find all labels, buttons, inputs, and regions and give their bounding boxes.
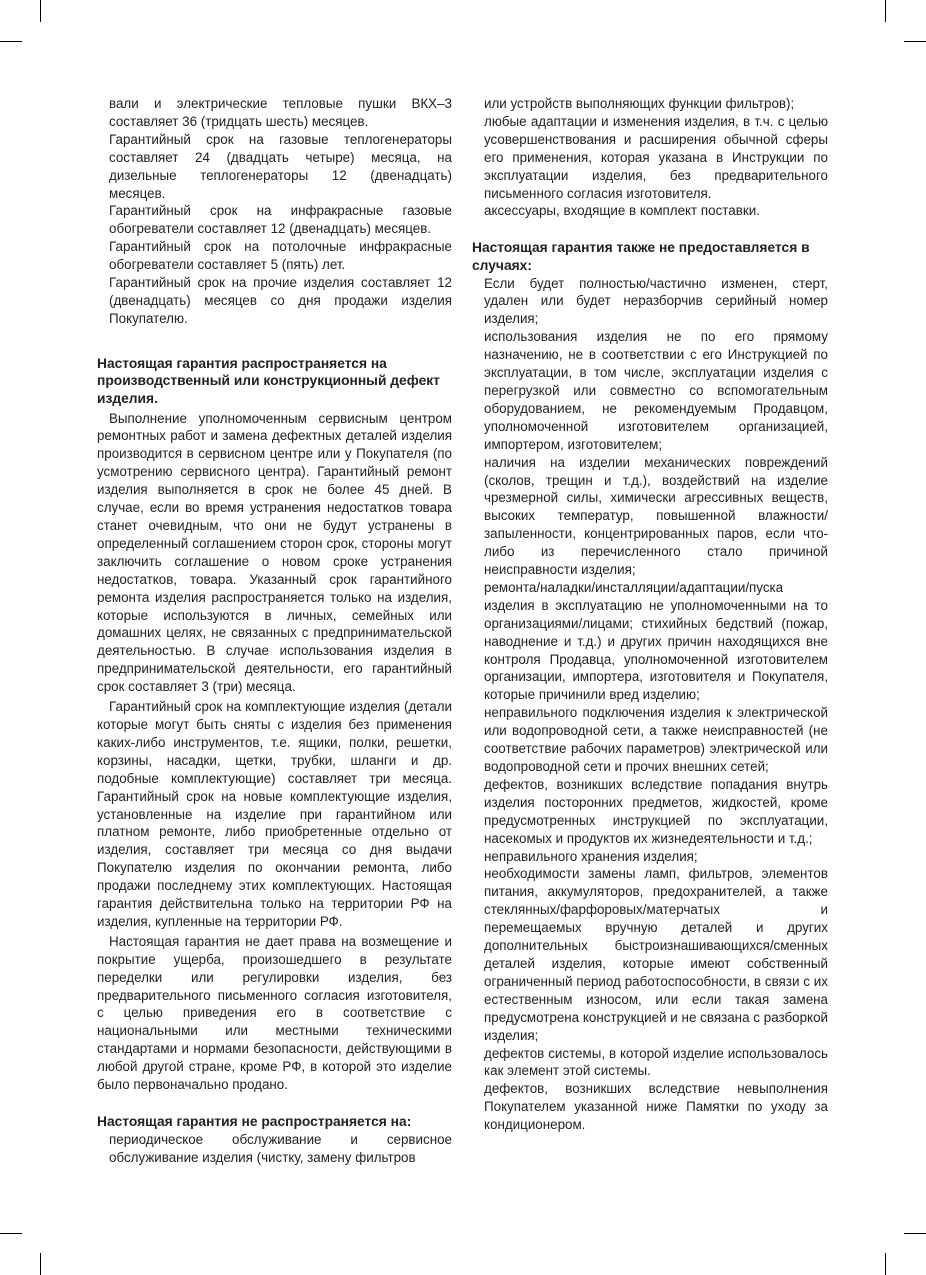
body-paragraph: Настоящая гарантия не дает права на возмещение и покрытие ущерба, произошедшего в результате переделки или регулировки изделия, без предварительного письменного согласия изготовителя, с целью приведения его в соответствие с национальными или местными техническими стандартами и нормами безопасности, действующими в любой другой стране, кроме РФ, в которой это изделие было первоначально продано. <box>97 933 452 1093</box>
body-paragraph: Гарантийный срок на комплектующие изделия (детали которые могут быть сняты с изделия без применения каких-либо инструментов, т.е. ящики, полки, решетки, корзины, насадки, щетки, трубки, шланги и др. подобные комплектующие) составляет три месяца. Гарантийный срок на новые комплектующие изделия, установленные на изделие при гарантийном или платном ремонте, либо приобретенные отдельно от изделия, составляет три месяца со дня выдачи Покупателю изделия по окончании ремонта, либо продажи последнему этих комплектующих. Настоящая гарантия действительна только на территории РФ на изделия, купленные на территории РФ. <box>97 699 452 929</box>
warranty-term-paragraph: Гарантийный срок на инфракрасные газовые обогреватели составляет 12 (двенадцать) месяцев. <box>109 203 452 237</box>
list-item: использования изделия не по его прямому назначению, не в соответствии с его Инструкцией по эксплуатации, в том числе, эксплуатации изделия с перегрузкой или совместно со вспомогательным оборудованием, не рекомендуемым Продавцом, уполномоченной изготовителем организацией, импортером, изготовителем; <box>484 329 828 452</box>
list-item: наличия на изделии механических повреждений (сколов, трещин и т.д.), воздействий на изделие чрезмерной силы, химически агрессивных веществ, высоких температур, повышенной влажности/запыленности, концентрированных паров, если что-либо из перечисленного стало причиной неисправности изделия; <box>484 454 828 578</box>
crop-mark <box>0 1233 22 1234</box>
crop-mark <box>904 41 926 42</box>
section-heading-cases: Настоящая гарантия также не предоставляется в случаях: <box>472 240 810 273</box>
list-item: дефектов, возникших вследствие попадания внутрь изделия посторонних предметов, жидкостей, кроме предусмотренных инструкцией по эксплуатации, насекомых и продуктов их жизнедеятельности и т.д.; <box>484 776 828 846</box>
list-item: периодическое обслуживание и сервисное обслуживание изделия (чистку, замену фильтров <box>109 1131 452 1165</box>
list-item: аксессуары, входящие в комплект поставки. <box>484 203 760 219</box>
list-item: или устройств выполняющих функции фильтров); <box>484 96 795 111</box>
list-item: дефектов, возникших вследствие невыполнения Покупателем указанной ниже Памятки по уходу за кондиционером. <box>484 1081 828 1133</box>
list-item: дефектов системы, в которой изделие использовалось как элемент этой системы. <box>484 1045 828 1079</box>
left-column <box>97 95 452 1166</box>
warranty-term-paragraph: Гарантийный срок на потолочные инфракрасные обогреватели составляет 5 (пять) лет. <box>109 239 452 273</box>
right-column <box>472 95 828 1134</box>
warranty-term-paragraph: Гарантийный срок на газовые теплогенераторы составляет 24 (двадцать четыре) месяца, на дизельные теплогенераторы 12 (двенадцать) месяцев. <box>109 131 452 201</box>
list-item: любые адаптации и изменения изделия, в т.ч. с целью усовершенствования и расширения обычной сферы его применения, которая указана в Инструкции по эксплуатации изделия, без предварительного письменного согласия изготовителя. <box>484 113 828 201</box>
crop-mark <box>40 1253 41 1275</box>
crop-mark <box>885 1253 886 1275</box>
section-heading-not-applies: Настоящая гарантия не распространяется на: <box>97 1114 412 1129</box>
body-paragraph: Выполнение уполномоченным сервисным центром ремонтных работ и замена дефектных деталей изделия производится в сервисном центре или у Покупателя (по усмотрению сервисного центра). Гарантийный ремонт изделия выполняется в срок не более 45 дней. В случае, если во время устранения недостатков товара станет очевидным, что они не будут устранены в определенный соглашением сторон срок, стороны могут заключить соглашение о новом сроке устранения недостатков, товара. Указанный срок гарантийного ремонта изделия распространяется только на изделия, которые используются в личных, семейных или домашних целях, не связанных с предпринимательской деятельностью. В случае использования изделия в предпринимательской деятельности, его гарантийный срок составляет 3 (три) месяца. <box>97 410 452 695</box>
warranty-term-paragraph: вали и электрические тепловые пушки ВКХ–3 составляет 36 (тридцать шесть) месяцев. <box>109 96 452 129</box>
crop-mark <box>0 41 22 42</box>
list-item: необходимости замены ламп, фильтров, элементов питания, аккумуляторов, предохранителей, а также стеклянных/фарфоровых/матерчатых и перемещаемых вручную деталей и других дополнительных быстроизнашивающихся/сменных деталей изделия, которые имеют собственный ограниченный период работоспособности, в связи с их естественным износом, или если такая замена предусмотрена конструкцией и не связана с разборкой изделия; <box>484 866 828 1043</box>
list-item: Если будет полностью/частично изменен, стерт, удален или будет неразборчив серийный номер изделия; <box>484 275 828 327</box>
list-item: неправильного хранения изделия; <box>484 848 698 864</box>
list-item: неправильного подключения изделия к электрической или водопроводной сети, а также неисправностей (не соответствие рабочих параметров) электрической или водопроводной сети и прочих внешних сетей; <box>484 705 828 774</box>
section-heading-applies: Настоящая гарантия распространяется на производственный или конструкционный дефект изделия. <box>97 355 440 406</box>
list-item: ремонта/наладки/инсталляции/адаптации/пуска изделия в эксплуатацию не уполномоченными на то организациями/лицами; стихийных бедствий (пожар, наводнение и т.д.) и других причин находящихся вне контроля Продавца, уполномоченной изготовителем организации, импортера, изготовителя и Покупателя, которые причинили вред изделию; <box>484 579 828 703</box>
crop-mark <box>904 1233 926 1234</box>
crop-mark <box>40 0 41 22</box>
warranty-term-paragraph: Гарантийный срок на прочие изделия составляет 12 (двенадцать) месяцев со дня продажи изделия Покупателю. <box>109 275 452 326</box>
crop-mark <box>885 0 886 22</box>
